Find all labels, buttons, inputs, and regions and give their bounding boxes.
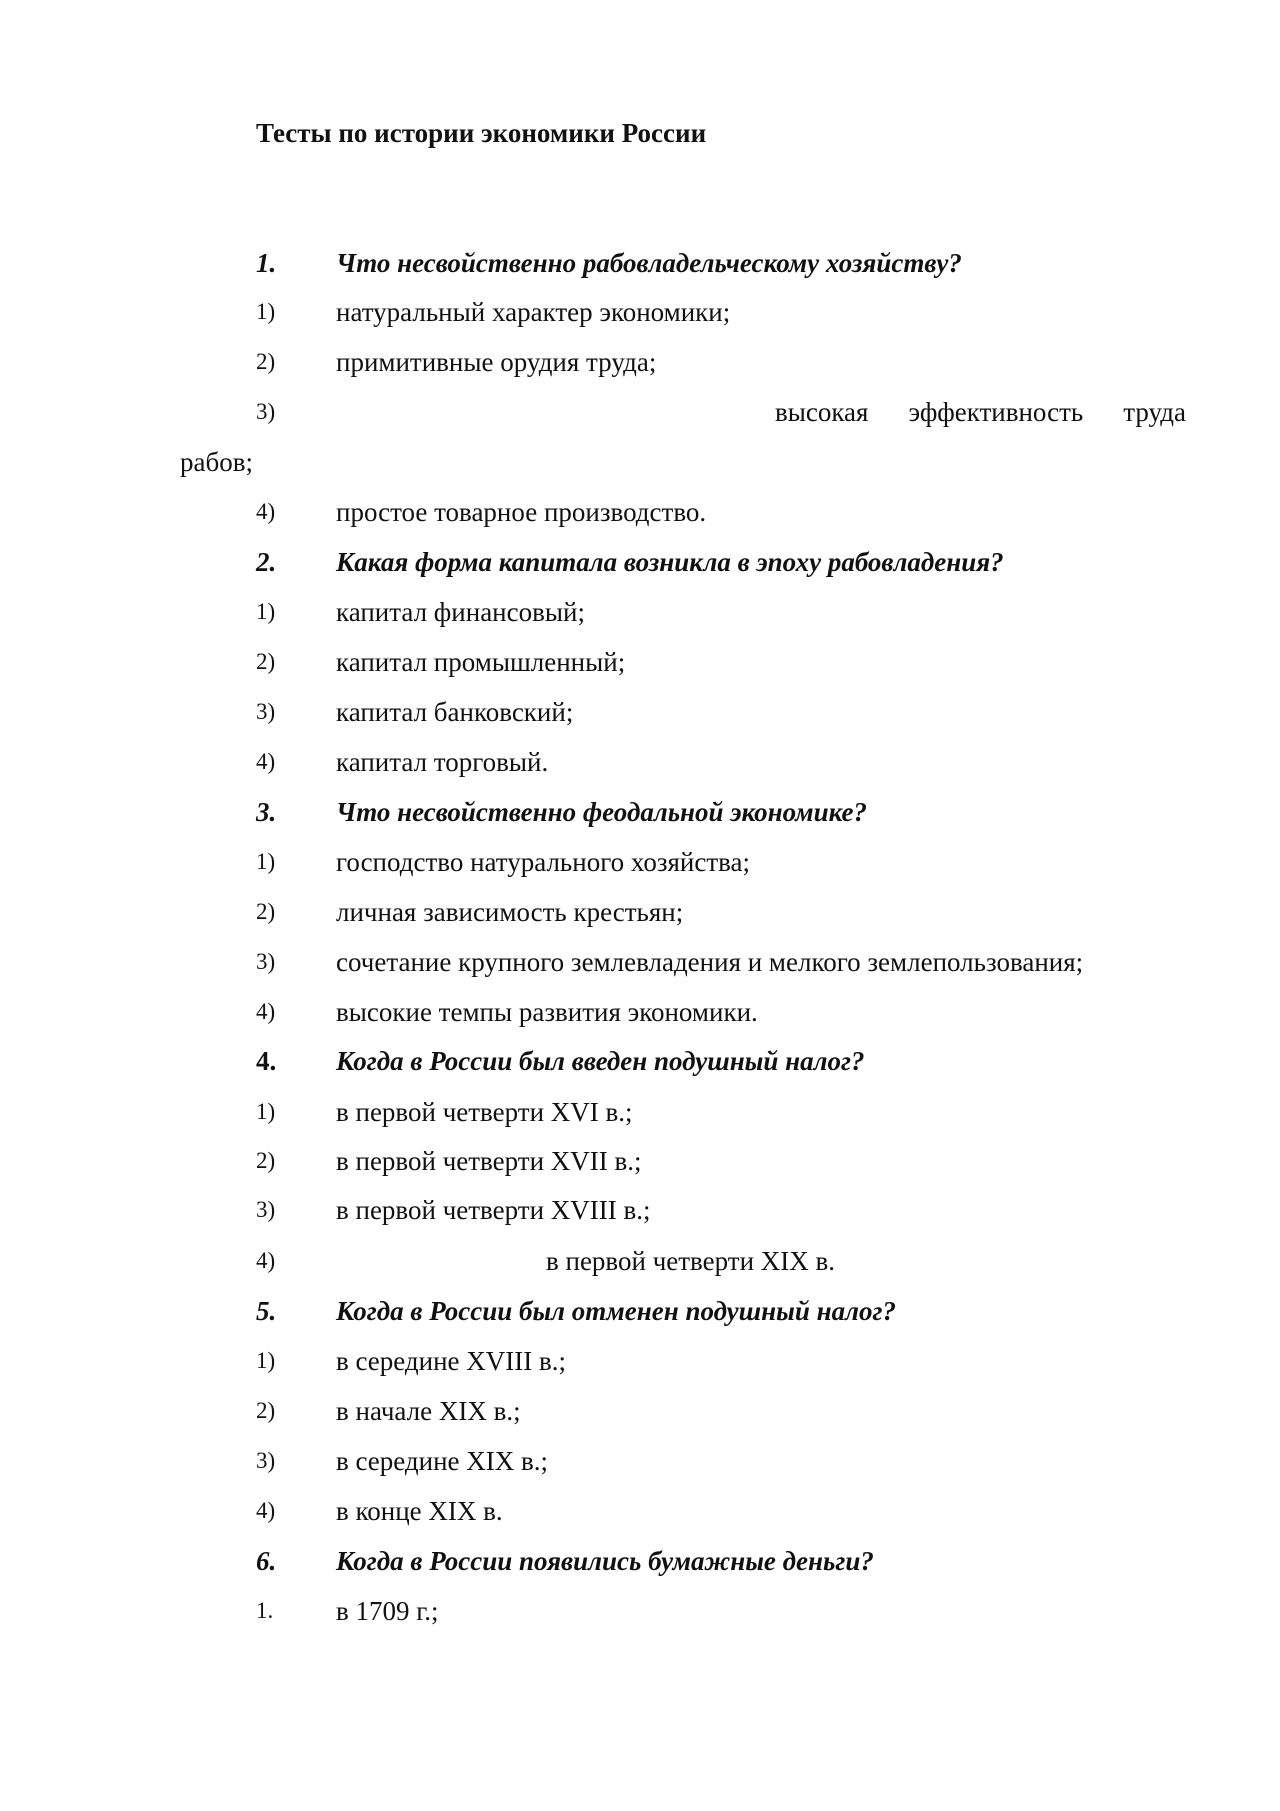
answer-option: [256, 842, 1186, 882]
question-text: Что несвойственно рабовладельческому хозяйству?: [336, 248, 962, 278]
answer-option: [256, 1441, 1186, 1481]
page-title: Тесты по истории экономики России: [256, 118, 707, 148]
option-number: 1): [256, 299, 276, 324]
answer-option: [256, 742, 1186, 782]
option-text: сочетание крупного землевладения и мелкого землепользования;: [336, 947, 1084, 977]
answer-option: [256, 942, 1186, 982]
option-text: капитал финансовый;: [336, 597, 585, 627]
option-text: в 1709 г.;: [336, 1596, 439, 1626]
answer-option: [256, 1092, 1186, 1132]
option-number: 1): [256, 849, 276, 874]
option-text: господство натурального хозяйства;: [336, 847, 751, 877]
answer-option: [256, 1341, 1186, 1381]
option-text: в начале XIX в.;: [336, 1396, 521, 1426]
option-number: 1.: [256, 1598, 274, 1623]
option-number: 3): [256, 699, 276, 724]
question-text: Когда в России был введен подушный налог?: [336, 1046, 865, 1076]
answer-option: [256, 1391, 1186, 1431]
option-text: примитивные орудия труда;: [336, 347, 657, 377]
option-text: капитал промышленный;: [336, 647, 626, 677]
answer-option: [256, 492, 1186, 532]
option-text: в первой четверти XVI в.;: [336, 1097, 633, 1127]
question-2: [256, 542, 1186, 582]
option-text: личная зависимость крестьян;: [336, 897, 684, 927]
option-number: 4): [256, 1248, 276, 1273]
option-number: 2): [256, 349, 276, 374]
option-text: высокие темпы развития экономики.: [336, 997, 758, 1027]
option-number: 1): [256, 1099, 276, 1124]
question-6: [256, 1541, 1186, 1581]
answer-option: [256, 392, 1186, 432]
question-text: Какая форма капитала возникла в эпоху рабовладения?: [336, 547, 1004, 577]
option-number: 4): [256, 499, 276, 524]
option-number: 4): [256, 749, 276, 774]
question-text: Что несвойственно феодальной экономике?: [336, 797, 867, 827]
option-number: 2): [256, 1398, 276, 1423]
option-number: 1): [256, 599, 276, 624]
answer-option: [256, 692, 1186, 732]
option-number: 2): [256, 1148, 276, 1173]
answer-option: [256, 1491, 1186, 1531]
question-text: Когда в России был отменен подушный налог?: [336, 1296, 896, 1326]
option-word: эффективность: [908, 397, 1084, 427]
option-text: в середине XIX в.;: [336, 1446, 549, 1476]
question-number: 1.: [256, 248, 277, 278]
answer-option: [256, 1241, 1186, 1281]
question-text: Когда в России появились бумажные деньги?: [336, 1546, 874, 1576]
question-4: [256, 1041, 1186, 1081]
option-word: высокая: [774, 397, 869, 427]
option-number: 3): [256, 1197, 276, 1222]
option-text: натуральный характер экономики;: [336, 297, 731, 327]
answer-option: [256, 992, 1186, 1032]
option-text: в конце XIX в.: [336, 1496, 503, 1526]
answer-option: [256, 1591, 1186, 1631]
option-text: в первой четверти XVII в.;: [336, 1146, 642, 1176]
option-text: простое товарное производство.: [336, 497, 707, 527]
option-number: 2): [256, 899, 276, 924]
option-continuation: рабов;: [180, 447, 253, 477]
question-number: 2.: [256, 547, 277, 577]
question-3: [256, 792, 1186, 832]
option-number: 4): [256, 999, 276, 1024]
answer-option: [256, 1190, 1186, 1230]
answer-option: [256, 342, 1186, 382]
option-text-justified: [336, 392, 1186, 432]
option-text: в середине XVIII в.;: [336, 1346, 567, 1376]
question-5: [256, 1291, 1186, 1331]
option-text: в первой четверти XVIII в.;: [336, 1195, 651, 1225]
question-number: 5.: [256, 1296, 277, 1326]
question-1: [256, 243, 1186, 283]
option-number: 1): [256, 1348, 276, 1373]
answer-option: [256, 1141, 1186, 1181]
option-text: капитал торговый.: [336, 747, 549, 777]
option-word: труда: [1123, 397, 1186, 427]
option-number: 3): [256, 1448, 276, 1473]
option-text: капитал банковский;: [336, 697, 574, 727]
question-number: 3.: [256, 797, 277, 827]
option-text: в первой четверти XIX в.: [546, 1246, 836, 1276]
option-number: 3): [256, 399, 276, 424]
question-number: 6.: [256, 1546, 277, 1576]
answer-option: [256, 592, 1186, 632]
option-number: 3): [256, 949, 276, 974]
answer-option: [256, 642, 1186, 682]
answer-option: [256, 292, 1186, 332]
question-number: 4.: [256, 1046, 277, 1076]
option-number: 4): [256, 1498, 276, 1523]
option-number: 2): [256, 649, 276, 674]
answer-option: [256, 892, 1186, 932]
